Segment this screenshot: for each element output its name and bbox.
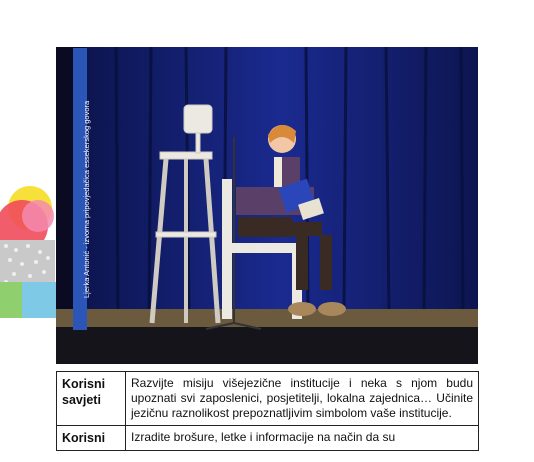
decorative-graphic [0,186,60,318]
row-value: Izradite brošure, letke i informacije na način da su [126,426,479,451]
row-key: Korisni [57,426,126,451]
photo-caption: Ljerka Antonić - izvorna pripovjedačica essekerskog govora [82,100,91,298]
table-row [57,372,479,426]
stage-scene [56,47,478,364]
stage-photo [56,47,478,364]
table-row [57,426,479,451]
row-key: Korisni savjeti [57,372,126,426]
tips-table [56,371,479,451]
row-value: Razvijte misiju višejezične institucije i neka s njom budu upoznati svi zaposlenici, posjetitelji, lokalna zajednica… Učinite jezičnu raznolikost prepoznatljivim simbolom vaše institucije. [126,372,479,426]
